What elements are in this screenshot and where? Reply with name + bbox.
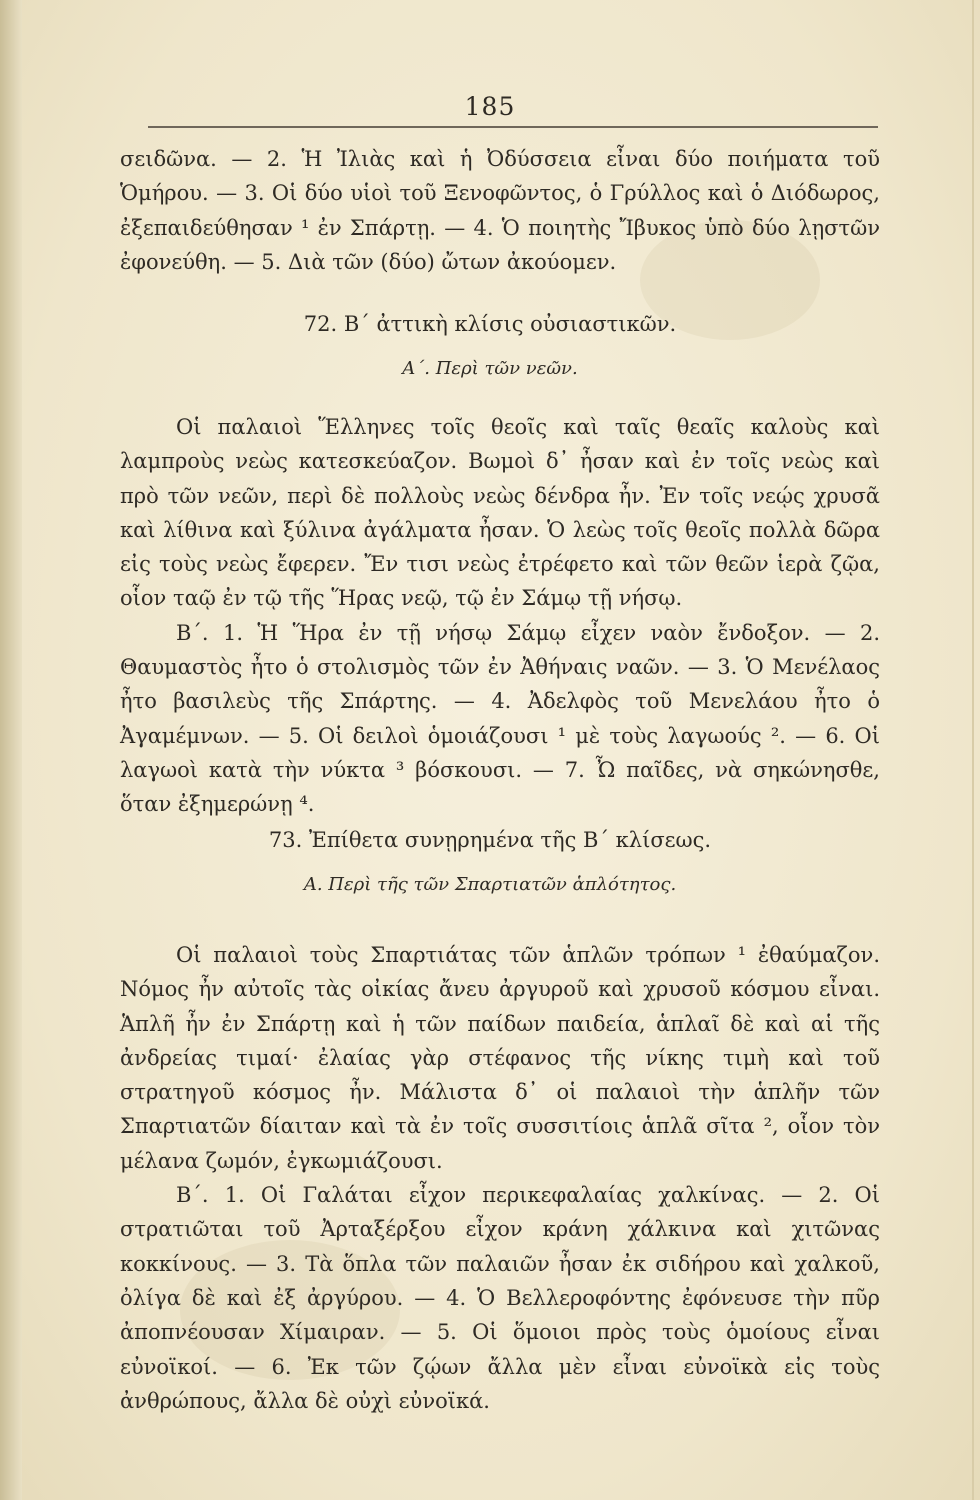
section-73-body (120, 938, 880, 1418)
section-73-heading: 73. Ἐπίθετα συνῃρημένα τῆς Β΄ κλίσεως. (268, 828, 712, 852)
section-72-subheading: Α΄. Περὶ τῶν νεῶν. (402, 358, 578, 379)
section-72-body (120, 410, 880, 822)
paragraph: σειδῶνα. — 2. Ἡ Ἰλιὰς καὶ ἡ Ὀδύσσεια εἶναι δύο ποιήματα τοῦ Ὁμήρου. — 3. Οἱ δύο υἱοὶ τοῦ Ξενοφῶντος, ὁ Γρύλλος καὶ ὁ Διόδωρος, ἐξεπαιδεύθησαν ¹ ἐν Σπάρτῃ. — 4. Ὁ ποιητὴς Ἴβυκος ὑπὸ δύο λῃστῶν ἐφονεύθη. — 5. Διὰ τῶν (δύο) ὤτων ἀκούομεν. (120, 147, 880, 274)
exercise-paragraph: Β΄. 1. Ἡ Ἥρα ἐν τῇ νήσῳ Σάμῳ εἶχεν ναὸν ἔνδοξον. — 2. Θαυμαστὸς ἦτο ὁ στολισμὸς τῶν ἐν Ἀθήναις ναῶν. — 3. Ὁ Μενέλαος ἦτο βασιλεὺς τῆς Σπάρτης. — 4. Ἀδελφὸς τοῦ Μενελάου ἦτο ὁ Ἀγαμέμνων. — 5. Οἱ δειλοὶ ὁμοιάζουσι ¹ μὲ τοὺς λαγωούς ². — 6. Οἱ λαγωοὶ κατὰ τὴν νύκτα ³ βόσκουσι. — 7. Ὦ παῖδες, νὰ σηκώνησθε, ὅταν ἐξημερώνῃ ⁴. (120, 620, 880, 817)
reading-paragraph: Οἱ παλαιοὶ τοὺς Σπαρτιάτας τῶν ἁπλῶν τρόπων ¹ ἐθαύμαζον. Νόμος ἦν αὐτοῖς τὰς οἰκίας ἄνευ ἀργυροῦ καὶ χρυσοῦ κόσμου εἶναι. Ἁπλῆ ἦν ἐν Σπάρτῃ καὶ ἡ τῶν παίδων παιδεία, ἁπλαῖ δὲ καὶ αἱ τῆς ἀνδρείας τιμαί· ἐλαίας γὰρ στέφανος τῆς νίκης τιμὴ καὶ τοῦ στρατηγοῦ κόσμος ἦν. Μάλιστα δ᾽ οἱ παλαιοὶ τὴν ἁπλῆν τῶν Σπαρτιατῶν δίαιταν καὶ τὰ ἐν τοῖς συσσιτίοις ἁπλᾶ σῖτα ², οἷον τὸν μέλανα ζωμόν, ἐγκωμιάζουσι. (120, 943, 880, 1173)
section-72-heading: 72. Β΄ ἀττικὴ κλίσις οὐσιαστικῶν. (303, 312, 677, 336)
continued-exercise-text (120, 142, 880, 279)
binding-gutter (0, 0, 22, 1500)
reading-paragraph: Οἱ παλαιοὶ Ἕλληνες τοῖς θεοῖς καὶ ταῖς θεαῖς καλοὺς καὶ λαμπροὺς νεὼς κατεσκεύαζον. Βωμοὶ δ᾽ ἦσαν καὶ ἐν τοῖς νεὼς καὶ πρὸ τῶν νεῶν, περὶ δὲ πολλοὺς νεὼς δένδρα ἦν. Ἐν τοῖς νεῴς χρυσᾶ καὶ λίθινα καὶ ξύλινα ἀγάλματα ἦσαν. Ὁ λεὼς τοῖς θεοῖς πολλὰ δῶρα εἰς τοὺς νεὼς ἔφερεν. Ἔν τισι νεὼς ἐτρέφετο καὶ τῶν θεῶν ἱερὰ ζῷα, οἷον ταῷ ἐν τῷ τῆς Ἥρας νεῷ, τῷ ἐν Σάμῳ τῇ νήσῳ. (120, 415, 880, 611)
header-rule (148, 126, 878, 128)
page-edge (972, 0, 974, 1500)
page-number: 185 (464, 92, 516, 121)
exercise-paragraph: Β΄. 1. Οἱ Γαλάται εἶχον περικεφαλαίας χαλκίνας. — 2. Οἱ στρατιῶται τοῦ Ἀρταξέρξου εἶχον κράνη χάλκινα καὶ χιτῶνας κοκκίνους. — 3. Τὰ ὅπλα τῶν παλαιῶν ἦσαν ἐκ σιδήρου καὶ χαλκοῦ, ὀλίγα δὲ καὶ ἐξ ἀργύρου. — 4. Ὁ Βελλεροφόντης ἐφόνευσε τὴν πῦρ ἀποπνέουσαν Χίμαιραν. — 5. Οἱ ὅμοιοι πρὸς τοὺς ὁμοίους εἶναι εὐνοϊκοί. — 6. Ἐκ τῶν ζῴων ἄλλα μὲν εἶναι εὐνοϊκὰ εἰς τοὺς ἀνθρώπους, ἄλλα δὲ οὐχὶ εὐνοϊκά. (120, 1183, 880, 1413)
section-73-subheading: Α. Περὶ τῆς τῶν Σπαρτιατῶν ἁπλότητος. (303, 874, 677, 895)
